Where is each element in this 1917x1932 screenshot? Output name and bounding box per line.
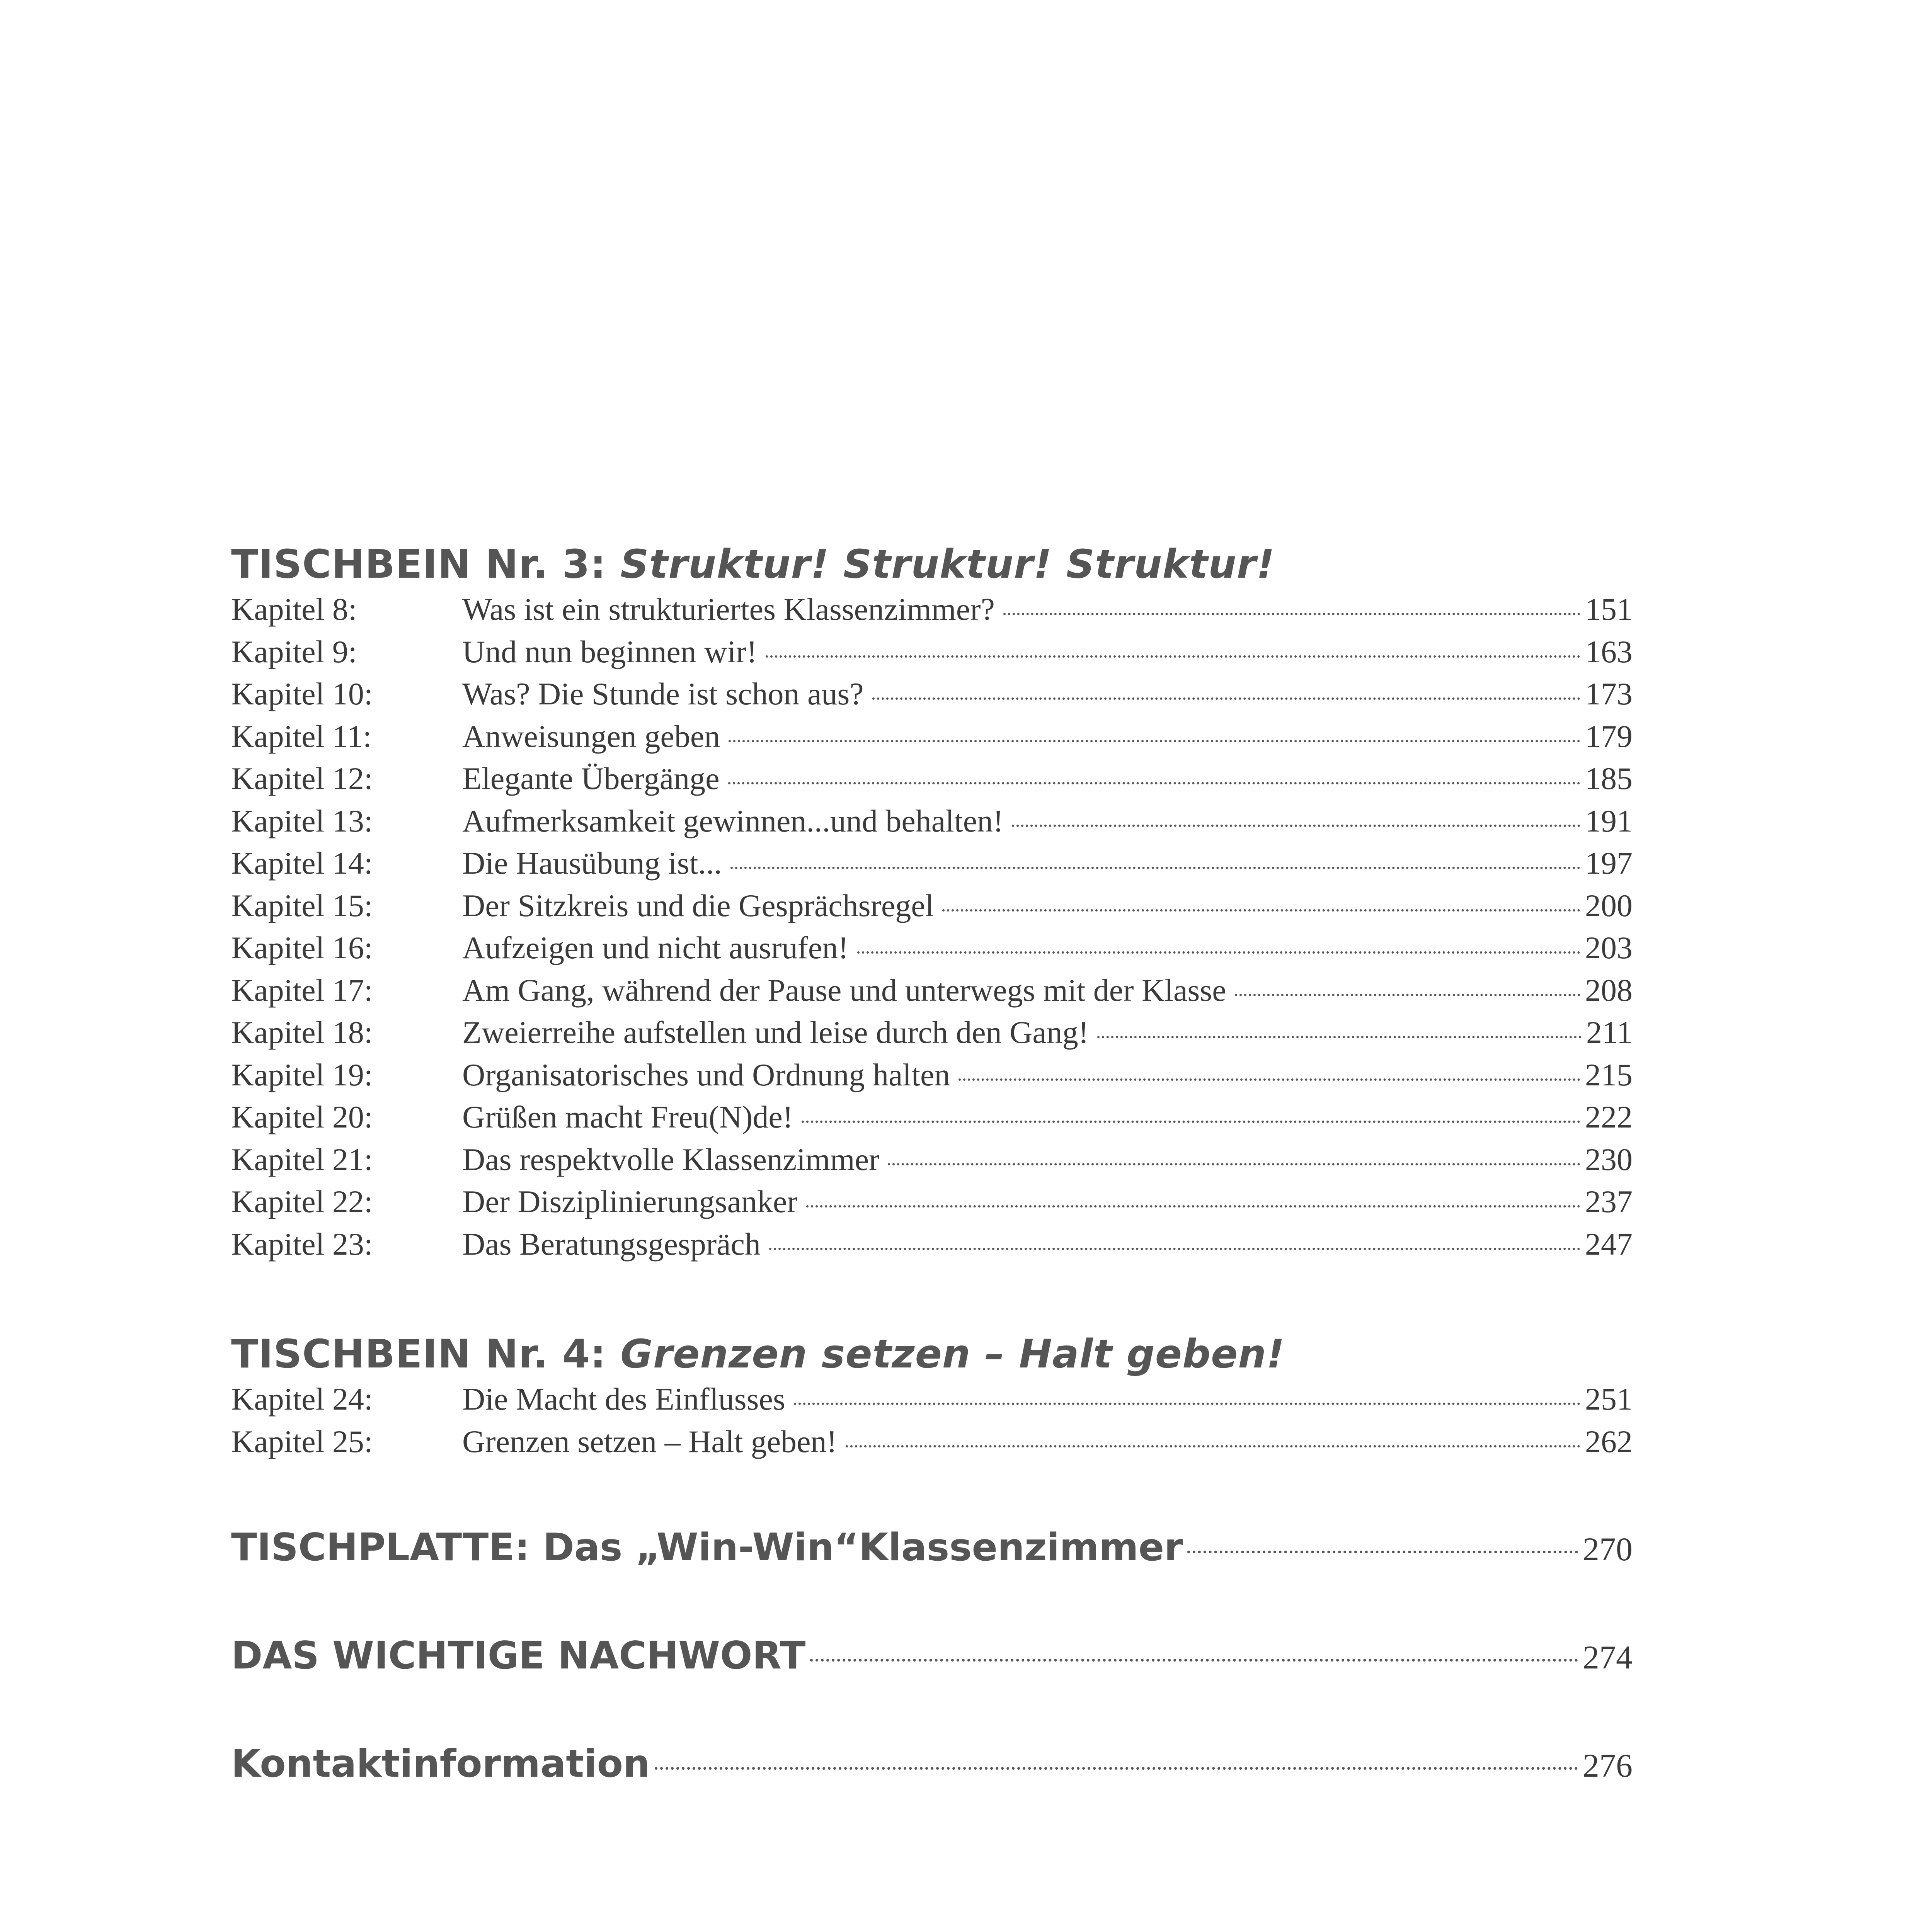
chapter-number: Kapitel 22: [231, 1184, 373, 1219]
chapter-number: Kapitel 15: [231, 888, 373, 923]
chapter-title: Aufmerksamkeit gewinnen...und behalten! [462, 803, 1004, 838]
chapter-page-number: 222 [1585, 1099, 1633, 1134]
toc-chapter-row [231, 1180, 1633, 1223]
toc-entry-title: DAS WICHTIGE NACHWORT [231, 1634, 806, 1678]
chapter-page-number: 185 [1585, 761, 1633, 796]
chapter-page-number: 200 [1585, 888, 1633, 923]
dot-leader [655, 1767, 1578, 1770]
chapter-title: Die Hausübung ist... [462, 845, 722, 881]
chapter-number: Kapitel 13: [231, 803, 373, 838]
dot-leader [1235, 993, 1580, 996]
chapter-number: Kapitel 19: [231, 1057, 373, 1092]
dot-leader [942, 909, 1580, 912]
section-heading-lead: TISCHBEIN Nr. 4: [231, 1331, 621, 1377]
section-heading [231, 541, 1633, 588]
spacer [231, 1463, 1633, 1520]
toc-entry-page: 276 [1583, 1747, 1633, 1784]
toc-chapter-row [231, 1138, 1633, 1181]
toc-chapter-row [231, 757, 1633, 800]
section-heading-title: Grenzen setzen – Halt geben! [620, 1331, 1285, 1377]
chapter-page-number: 173 [1585, 676, 1633, 711]
toc-chapter-row [231, 631, 1633, 673]
dot-leader [888, 1163, 1580, 1165]
toc-chapter-row [231, 1378, 1633, 1420]
chapter-page-number: 215 [1585, 1057, 1633, 1092]
chapter-number: Kapitel 9: [231, 634, 357, 669]
chapter-title: Aufzeigen und nicht ausrufen! [462, 930, 849, 965]
chapter-page-number: 163 [1585, 634, 1633, 669]
chapter-page-number: 230 [1585, 1141, 1633, 1177]
chapter-number: Kapitel 18: [231, 1015, 373, 1050]
section-heading-title: Struktur! Struktur! Struktur! [620, 541, 1275, 587]
spacer [231, 1683, 1633, 1737]
toc-section-tischbein-3 [231, 541, 1633, 1265]
toc-chapter-row [231, 1096, 1633, 1138]
toc-entry-title: TISCHPLATTE: Das „Win-Win“Klassenzimmer [231, 1526, 1183, 1570]
chapter-list [231, 588, 1633, 1265]
dot-leader [846, 1445, 1580, 1447]
chapter-number: Kapitel 24: [231, 1381, 373, 1417]
chapter-page-number: 203 [1585, 930, 1633, 965]
dot-leader [794, 1402, 1580, 1405]
chapter-title: Die Macht des Einflusses [462, 1381, 785, 1417]
toc-entry-page: 270 [1583, 1531, 1633, 1568]
chapter-page-number: 251 [1585, 1381, 1633, 1417]
toc-chapter-row [231, 800, 1633, 842]
dot-leader [806, 1205, 1580, 1208]
dot-leader [802, 1120, 1580, 1123]
toc-chapter-row [231, 1420, 1633, 1463]
chapter-number: Kapitel 14: [231, 845, 373, 881]
toc-entry-page: 274 [1583, 1639, 1633, 1676]
dot-leader [810, 1658, 1578, 1662]
dot-leader [769, 1247, 1580, 1250]
chapter-page-number: 211 [1586, 1015, 1633, 1050]
chapter-title: Am Gang, während der Pause und unterwegs mit der Klasse [462, 972, 1226, 1008]
chapter-page-number: 262 [1585, 1423, 1633, 1459]
spacer [231, 1575, 1633, 1629]
dot-leader [857, 951, 1580, 954]
spacer [231, 1265, 1633, 1331]
dot-leader [1012, 824, 1580, 827]
chapter-page-number: 197 [1585, 845, 1633, 881]
chapter-number: Kapitel 25: [231, 1423, 373, 1459]
chapter-page-number: 179 [1585, 718, 1633, 754]
chapter-page-number: 151 [1585, 592, 1633, 627]
chapter-page-number: 191 [1585, 803, 1633, 838]
toc-chapter-row [231, 884, 1633, 927]
chapter-number: Kapitel 12: [231, 761, 373, 796]
toc-entry-kontakt [231, 1737, 1633, 1791]
chapter-title: Grenzen setzen – Halt geben! [462, 1423, 837, 1459]
chapter-title: Der Sitzkreis und die Gesprächsregel [462, 888, 934, 923]
chapter-list [231, 1378, 1633, 1463]
toc-chapter-row [231, 1223, 1633, 1265]
dot-leader [1097, 1036, 1582, 1038]
dot-leader [730, 866, 1580, 869]
chapter-title: Was ist ein strukturiertes Klassenzimmer? [462, 592, 995, 627]
dot-leader [1003, 612, 1580, 615]
chapter-number: Kapitel 21: [231, 1141, 373, 1177]
toc-chapter-row [231, 588, 1633, 631]
section-heading [231, 1331, 1633, 1378]
chapter-title: Das respektvolle Klassenzimmer [462, 1141, 880, 1177]
chapter-title: Zweierreihe aufstellen und leise durch den Gang! [462, 1015, 1089, 1050]
dot-leader [728, 782, 1580, 784]
chapter-title: Der Disziplinierungsanker [462, 1184, 798, 1219]
toc-chapter-row [231, 969, 1633, 1012]
dot-leader [958, 1078, 1580, 1081]
toc-chapter-row [231, 842, 1633, 884]
section-heading-lead: TISCHBEIN Nr. 3: [231, 541, 621, 587]
chapter-number: Kapitel 20: [231, 1099, 373, 1134]
toc-chapter-row [231, 715, 1633, 758]
chapter-number: Kapitel 11: [231, 718, 372, 754]
chapter-title: Das Beratungsgespräch [462, 1226, 761, 1262]
toc-entry-tischplatte [231, 1520, 1633, 1575]
chapter-page-number: 237 [1585, 1184, 1633, 1219]
chapter-title: Grüßen macht Freu(N)de! [462, 1099, 793, 1134]
chapter-page-number: 247 [1585, 1226, 1633, 1262]
toc-chapter-row [231, 673, 1633, 715]
toc-entry-nachwort [231, 1629, 1633, 1683]
toc-section-tischbein-4 [231, 1331, 1633, 1463]
chapter-title: Elegante Übergänge [462, 761, 720, 796]
chapter-number: Kapitel 10: [231, 676, 373, 711]
toc-chapter-row [231, 1011, 1633, 1054]
chapter-title: Anweisungen geben [462, 718, 720, 754]
dot-leader [872, 697, 1580, 700]
dot-leader [729, 740, 1580, 742]
toc-entry-title: Kontaktinformation [231, 1742, 650, 1786]
chapter-title: Organisatorisches und Ordnung halten [462, 1057, 950, 1092]
chapter-page-number: 208 [1585, 972, 1633, 1008]
dot-leader [766, 655, 1580, 658]
chapter-number: Kapitel 23: [231, 1226, 373, 1262]
dot-leader [1187, 1550, 1578, 1553]
chapter-number: Kapitel 8: [231, 592, 357, 627]
toc-chapter-row [231, 927, 1633, 969]
chapter-number: Kapitel 17: [231, 972, 373, 1008]
chapter-title: Was? Die Stunde ist schon aus? [462, 676, 864, 711]
chapter-title: Und nun beginnen wir! [462, 634, 757, 669]
chapter-number: Kapitel 16: [231, 930, 373, 965]
toc-chapter-row [231, 1054, 1633, 1096]
table-of-contents [231, 541, 1633, 1791]
